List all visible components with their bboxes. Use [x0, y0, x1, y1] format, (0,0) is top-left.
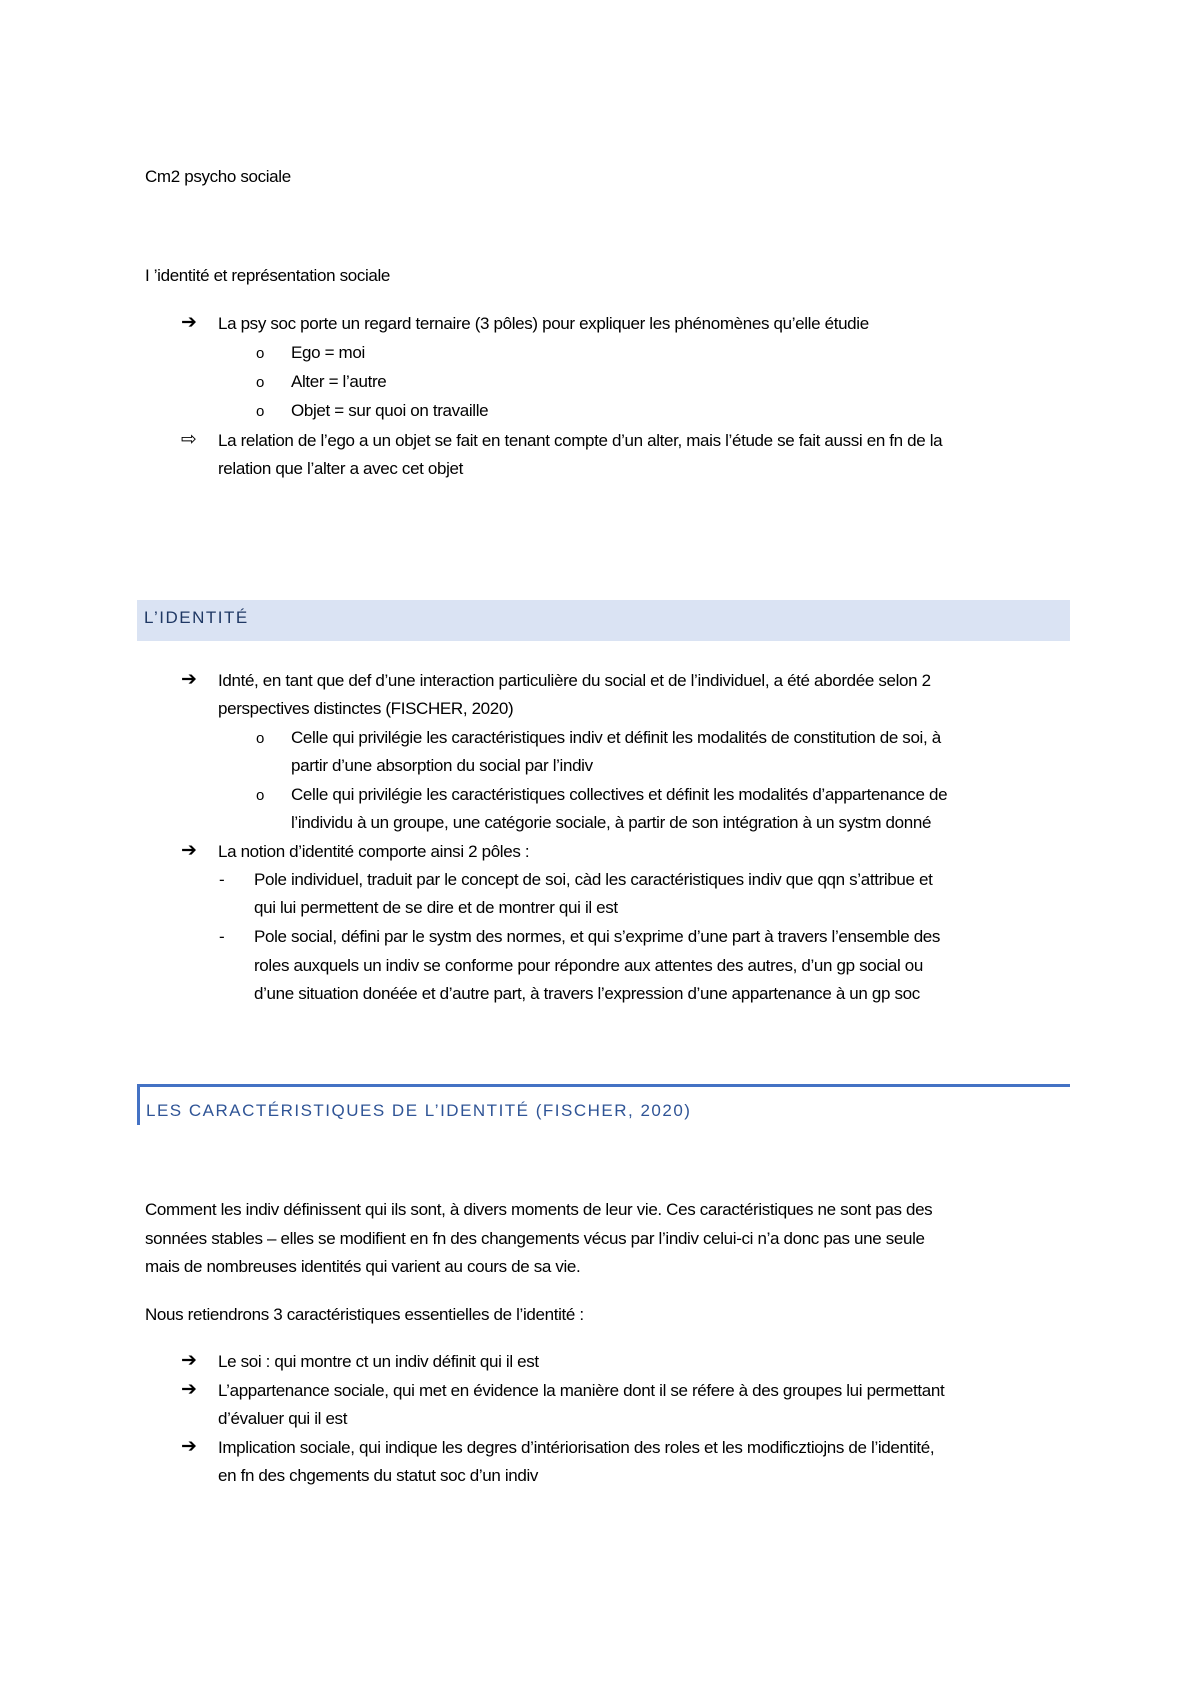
circle-bullet-icon: o	[256, 403, 265, 420]
intro-sub-item: Objet = sur quoi on travaille	[291, 401, 489, 420]
dash-bullet-icon: -	[219, 927, 225, 946]
identite-item2: La notion d’identité comporte ainsi 2 pôles :	[218, 842, 530, 861]
intro-conclusion-line: relation que l’alter a avec cet objet	[218, 459, 464, 478]
identite-sub2-line: l’individu à un groupe, une catégorie sociale, à partir de son intégration à un systm donné	[291, 813, 932, 832]
caracteristiques-item3-line: Implication sociale, qui indique les degres d’intériorisation des roles et les modificztiojns de l’identité,	[218, 1438, 935, 1457]
arrow-bullet-icon: ➔	[181, 312, 197, 333]
section-heading-caracteristiques-text: LES CARACTÉRISTIQUES DE L’IDENTITÉ (FISCHER, 2020)	[146, 1101, 692, 1120]
identite-sub1-line: Celle qui privilégie les caractéristiques indiv et définit les modalités de constitution de soi, à	[291, 728, 941, 747]
identite-sub1-line: partir d’une absorption du social par l’indiv	[291, 756, 593, 775]
identite-sub2-line: Celle qui privilégie les caractéristiques collectives et définit les modalités d’appartenance de	[291, 785, 948, 804]
document-title: Cm2 psycho sociale	[145, 167, 291, 186]
document-subtitle: I ’identité et représentation sociale	[145, 266, 391, 285]
intro-sub-item: Ego = moi	[291, 343, 365, 362]
hollow-arrow-bullet-icon: ⇨	[181, 429, 197, 450]
caracteristiques-paragraph-line: mais de nombreuses identités qui varient au cours de sa vie.	[145, 1257, 581, 1276]
caracteristiques-item2-line: d’évaluer qui il est	[218, 1409, 348, 1428]
caracteristiques-lead: Nous retiendrons 3 caractéristiques essentielles de l’identité :	[145, 1305, 584, 1324]
circle-bullet-icon: o	[256, 345, 265, 362]
section-heading-identite	[137, 600, 1070, 641]
section-heading-identite-text: L’IDENTITÉ	[144, 608, 249, 627]
identite-dash2-line: d’une situation donéée et d’autre part, à travers l’expression d’une appartenance à un gp soc	[254, 984, 920, 1003]
intro-conclusion-line: La relation de l’ego a un objet se fait en tenant compte d’un alter, mais l’étude se fait aussi en fn de la	[218, 431, 943, 450]
identite-dash2-line: roles auxquels un indiv se conforme pour répondre aux attentes des autres, d’un gp social ou	[254, 956, 924, 975]
caracteristiques-item1: Le soi : qui montre ct un indiv définit qui il est	[218, 1352, 539, 1371]
identite-dash2-line: Pole social, défini par le systm des normes, et qui s’exprime d’une part à travers l’ensemble des	[254, 927, 941, 946]
arrow-bullet-icon: ➔	[181, 840, 197, 861]
intro-arrow-item: La psy soc porte un regard ternaire (3 pôles) pour expliquer les phénomènes qu’elle étudie	[218, 314, 869, 333]
circle-bullet-icon: o	[256, 730, 265, 747]
section-heading-caracteristiques	[137, 1084, 1070, 1125]
caracteristiques-paragraph-line: Comment les indiv définissent qui ils sont, à divers moments de leur vie. Ces caractéristiques ne sont pas des	[145, 1200, 933, 1219]
caracteristiques-paragraph-line: sonnées stables – elles se modifient en fn des changements vécus par l’indiv celui-ci n’a donc pas une seule	[145, 1229, 925, 1248]
circle-bullet-icon: o	[256, 787, 265, 804]
arrow-bullet-icon: ➔	[181, 1379, 197, 1400]
identite-item1-line: perspectives distinctes (FISCHER, 2020)	[218, 699, 514, 718]
identite-item1-line: Idnté, en tant que def d’une interaction particulière du social et de l’individuel, a été abordée selon 2	[218, 671, 931, 690]
arrow-bullet-icon: ➔	[181, 1436, 197, 1457]
circle-bullet-icon: o	[256, 374, 265, 391]
dash-bullet-icon: -	[219, 870, 225, 889]
identite-dash1-line: Pole individuel, traduit par le concept de soi, càd les caractéristiques indiv que qqn s’attribue et	[254, 870, 933, 889]
caracteristiques-item3-line: en fn des chgements du statut soc d’un indiv	[218, 1466, 539, 1485]
arrow-bullet-icon: ➔	[181, 669, 197, 690]
caracteristiques-item2-line: L’appartenance sociale, qui met en évidence la manière dont il se réfere à des groupes lui permettant	[218, 1381, 945, 1400]
arrow-bullet-icon: ➔	[181, 1350, 197, 1371]
identite-dash1-line: qui lui permettent de se dire et de montrer qui il est	[254, 898, 618, 917]
intro-sub-item: Alter = l’autre	[291, 372, 387, 391]
